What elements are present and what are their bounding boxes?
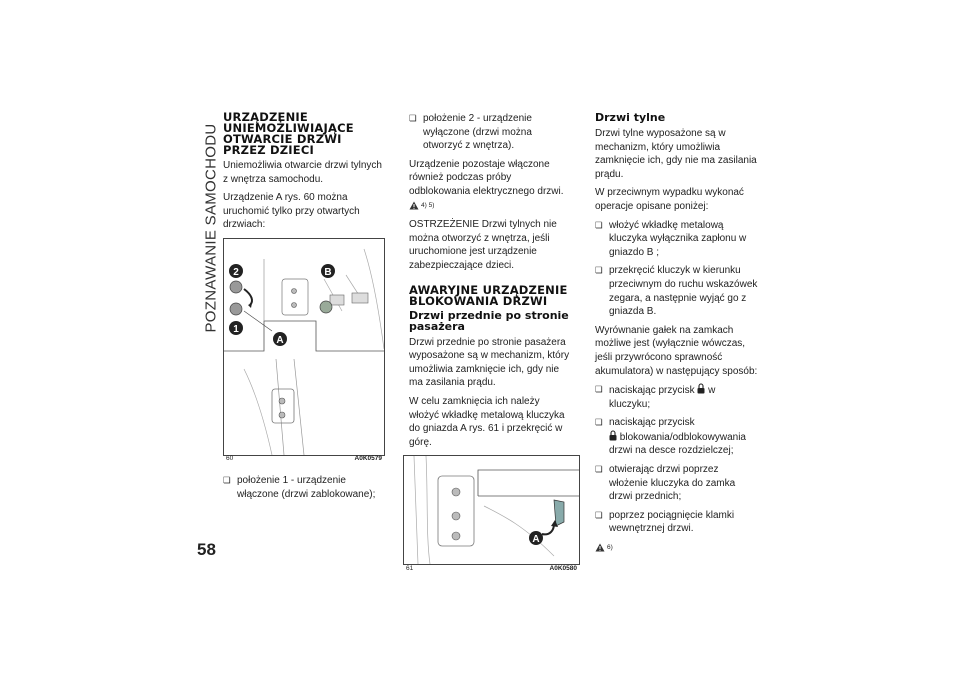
- paragraph: Drzwi przednie po stronie pasażera wyposażone są w mechanizm, który umożliwia zamknięcie ich, gdy nie ma zasilania prądu.: [409, 336, 570, 389]
- door-lock-illustration: [404, 456, 579, 564]
- bullet-text: naciskając przycisk: [609, 417, 695, 429]
- bullet-item: ❏ włożyć wkładkę metalową kluczyka wyłącznika zapłonu w gniazdo B ;: [595, 219, 758, 260]
- label-a: A: [532, 534, 540, 546]
- figure-number: 61: [406, 564, 414, 572]
- label-a: A: [276, 334, 284, 346]
- paragraph: Urządzenie A rys. 60 można uruchomić tylko przy otwartych drzwiach:: [223, 192, 360, 231]
- paragraph-text: Urządzenie pozostaje włączone również podczas próby odblokowania elektrycznego drzwi.: [409, 158, 564, 197]
- figure-number: 60: [226, 455, 234, 463]
- figure-code: A0K0579: [354, 455, 382, 463]
- warning-note: [595, 541, 758, 556]
- label-2: 2: [233, 266, 239, 278]
- warning-refs: 4) 5): [421, 201, 435, 209]
- emergency-lock-heading: AWARYJNE URZĄDZENIE BLOKOWANIA DRZWI: [409, 282, 568, 308]
- child-lock-heading: URZĄDZENIE UNIEMOŻLIWIAJĄCE OTWARCIE DRZWI PRZEZ DZIECI: [223, 110, 354, 157]
- section-title-text: POZNAWANIE SAMOCHODU: [202, 122, 220, 333]
- bullet-item: ❏ poprzez pociągnięcie klamki wewnętrznej drzwi.: [595, 509, 758, 536]
- bullet-item: [595, 383, 758, 411]
- warning-icon: [409, 201, 419, 210]
- bullet-text: naciskając przycisk: [609, 385, 695, 397]
- figure-60: [223, 238, 385, 463]
- paragraph: [409, 158, 572, 213]
- label-b: B: [324, 266, 332, 278]
- paragraph: Uniemożliwia otwarcie drzwi tylnych z wnętrza samochodu.: [223, 160, 382, 185]
- bullet-item: ❏ przekręcić kluczyk w kierunku przeciwnym do ruchu wskazówek zegara, a następnie wyjąć go z gniazda B.: [595, 264, 758, 318]
- bullet-item: ❏ położenie 2 - urządzenie wyłączone (drzwi można otworzyć z wnętrza).: [409, 112, 572, 153]
- paragraph: Wyrównanie gałek na zamkach możliwe jest (wyłącznie wówczas, jeśli przywrócono sprawność akumulatora) w następujący sposób:: [595, 324, 758, 377]
- bullet-item: ❏ położenie 1 - urządzenie włączone (drzwi zablokowane);: [223, 474, 386, 501]
- bullet-item: ❏ otwierając drzwi poprzez włożenie kluczyka do zamka drzwi przednich;: [595, 463, 758, 504]
- page-number: 58: [197, 540, 216, 559]
- column-2: [406, 112, 577, 581]
- bullet-item: [595, 416, 758, 458]
- column-3: [595, 112, 758, 561]
- section-side-title: [200, 95, 222, 360]
- front-door-subheading: Drzwi przednie po stronie pasażera: [409, 308, 569, 333]
- lock-icon: [609, 430, 617, 441]
- lock-icon: [697, 383, 705, 394]
- child-lock-illustration: [224, 239, 384, 455]
- column-1: [223, 112, 386, 506]
- paragraph: Drzwi tylne wyposażone są w mechanizm, który umożliwia zamknięcie ich, gdy nie ma zasilania prądu.: [595, 128, 757, 180]
- figure-61: [403, 455, 580, 572]
- paragraph: OSTRZEŻENIE Drzwi tylnych nie można otworzyć z wnętrza, jeśli uruchomione jest urządzenie zabezpieczające dzieci.: [409, 219, 557, 271]
- paragraph: W celu zamknięcia ich należy włożyć wkładkę metalową kluczyka do gniazda A rys. 61 i przekręcić w górę.: [409, 395, 565, 448]
- bullet-text: blokowania/odblokowywania drzwi na desce rozdzielczej;: [609, 431, 746, 457]
- bullet-text: w kluczyku;: [609, 385, 716, 410]
- rear-doors-heading: Drzwi tylne: [595, 111, 666, 124]
- warning-refs: 6): [607, 544, 613, 552]
- warning-icon: [595, 543, 605, 552]
- label-1: 1: [233, 323, 239, 335]
- paragraph: W przeciwnym wypadku wykonać operacje opisane poniżej:: [595, 187, 744, 212]
- figure-code: A0K0580: [549, 564, 577, 572]
